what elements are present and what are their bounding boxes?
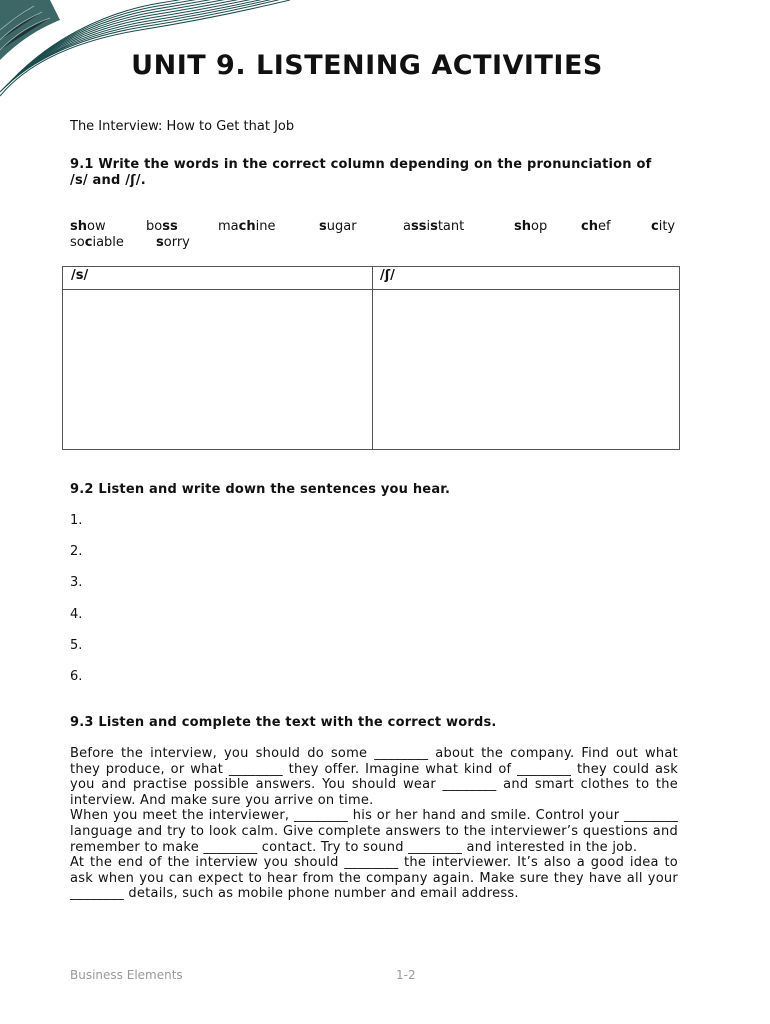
table-column-s <box>63 267 373 449</box>
word-item: city <box>651 219 676 234</box>
word-item: chef <box>581 219 611 234</box>
table-header-sh: /ʃ/ <box>372 267 679 290</box>
table-column-sh <box>372 267 679 449</box>
exercise-1-heading-line2: /s/ and /ʃ/. <box>70 172 146 188</box>
sentence-number: 2. <box>70 544 83 559</box>
sentence-number: 4. <box>70 607 83 622</box>
page-subtitle: The Interview: How to Get that Job <box>70 119 295 134</box>
exercise-1-heading-line1: 9.1 Write the words in the correct column depending on the pronunciation of <box>70 157 652 172</box>
word-item: sugar <box>319 219 357 234</box>
word-item: sorry <box>156 235 190 250</box>
gap-fill-text <box>70 746 678 902</box>
paragraph: At the end of the interview you should ________ the interviewer. It’s also a good idea to ask when you can expect to hear from the company again. Make sure they have all your ________ details, such as mobile phone number and email address. <box>70 855 678 902</box>
sentence-number: 3. <box>70 575 83 590</box>
footer-left: Business Elements <box>70 968 183 982</box>
exercise-2-heading: 9.2 Listen and write down the sentences you hear. <box>70 482 451 497</box>
pronunciation-table <box>62 266 680 450</box>
word-item: boss <box>146 219 178 234</box>
exercise-3-heading: 9.3 Listen and complete the text with the correct words. <box>70 715 497 730</box>
sentence-number: 5. <box>70 638 83 653</box>
exercise-1-heading <box>70 157 685 188</box>
word-item: sociable <box>70 235 124 250</box>
footer-page-number: 1-2 <box>396 968 416 982</box>
sentence-number: 1. <box>70 513 83 528</box>
sentence-number: 6. <box>70 669 83 684</box>
word-item: show <box>70 219 106 234</box>
paragraph: When you meet the interviewer, ________ his or her hand and smile. Control your ________ language and try to look calm. Give complete answers to the interviewer’s questions and remember to make ________ contact. Try to sound ________ and interested in the job. <box>70 808 678 855</box>
table-header-s: /s/ <box>63 267 372 290</box>
paragraph: Before the interview, you should do some ________ about the company. Find out what they produce, or what ________ they offer. Imagine what kind of ________ they could ask you and practise possible answers. You should wear ________ and smart clothes to the interview. And make sure you arrive on time. <box>70 746 678 808</box>
word-item: assistant <box>403 219 465 234</box>
word-item: shop <box>514 219 548 234</box>
word-item: machine <box>218 219 276 234</box>
page-title: UNIT 9. LISTENING ACTIVITIES <box>131 50 603 81</box>
